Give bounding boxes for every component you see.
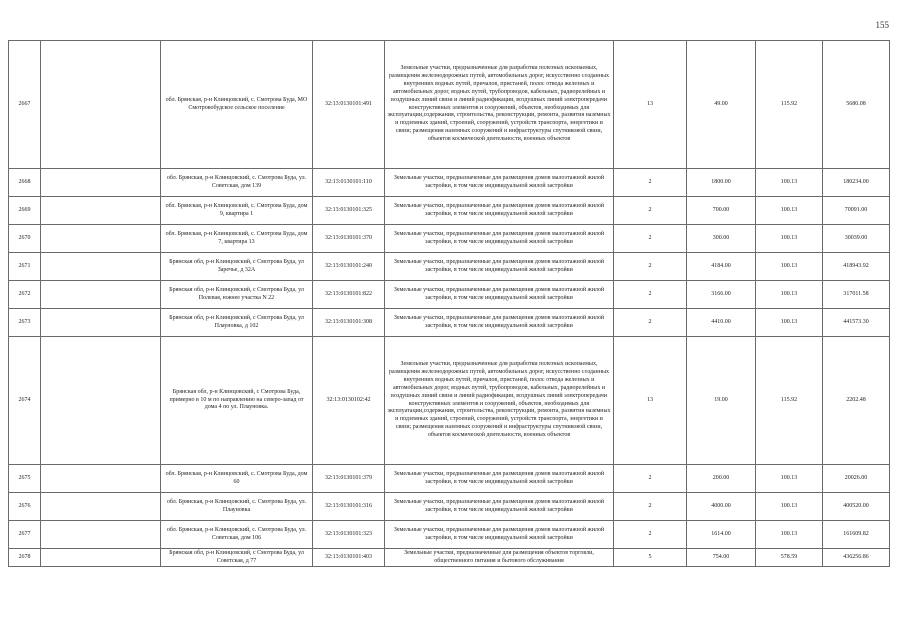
cadastral-cost-cell: 441573.30 — [823, 309, 890, 337]
area-cell: 3166.00 — [687, 281, 756, 309]
cadastral-number-cell: 32:13:0130101:323 — [313, 521, 385, 549]
blank-cell — [41, 493, 161, 521]
rate-cell: 100.13 — [756, 309, 823, 337]
use-group-cell: 2 — [614, 169, 687, 197]
rate-cell: 115.92 — [756, 337, 823, 465]
land-use-cell: Земельные участки, предназначенные для размещения домов малоэтажной жилой застройки, в том числе индивидуальной жилой застройки — [385, 465, 614, 493]
table-row — [9, 41, 890, 169]
row-number-cell: 2677 — [9, 521, 41, 549]
cadastral-cost-cell: 180234.00 — [823, 169, 890, 197]
blank-cell — [41, 309, 161, 337]
address-cell: Брянская обл, р-н Клинцовский, с Смотрова Буда, ул Советская, д 77 — [161, 549, 313, 567]
rate-cell: 100.13 — [756, 225, 823, 253]
table-row — [9, 281, 890, 309]
address-cell: обл. Брянская, р-н Клинцовский, с. Смотрова Буда, дом 9, квартира 1 — [161, 197, 313, 225]
cadastral-number-cell: 32:13:0130101:379 — [313, 465, 385, 493]
row-number-cell: 2672 — [9, 281, 41, 309]
address-cell: Брянская обл, р-н Клинцовский, с Смотрова Буда, ул Полевая, южнее участка N 22 — [161, 281, 313, 309]
blank-cell — [41, 169, 161, 197]
table-row — [9, 309, 890, 337]
cadastral-number-cell: 32:13:0130101:240 — [313, 253, 385, 281]
table-body — [9, 41, 890, 567]
area-cell: 200.00 — [687, 465, 756, 493]
row-number-cell: 2669 — [9, 197, 41, 225]
cadastral-cost-cell: 20026.00 — [823, 465, 890, 493]
cadastral-number-cell: 32:13:0130101:325 — [313, 197, 385, 225]
table-row — [9, 549, 890, 567]
cadastral-cost-cell: 400520.00 — [823, 493, 890, 521]
area-cell: 754.00 — [687, 549, 756, 567]
area-cell: 300.00 — [687, 225, 756, 253]
page-number: 155 — [875, 20, 889, 30]
row-number-cell: 2678 — [9, 549, 41, 567]
use-group-cell: 13 — [614, 41, 687, 169]
land-use-cell: Земельные участки, предназначенные для размещения домов малоэтажной жилой застройки, в том числе индивидуальной жилой застройки — [385, 225, 614, 253]
address-cell: обл. Брянская, р-н Клинцовский, с. Смотрова Буда, ул. Плаунов​ка — [161, 493, 313, 521]
row-number-cell: 2668 — [9, 169, 41, 197]
table-row — [9, 337, 890, 465]
use-group-cell: 13 — [614, 337, 687, 465]
cadastral-number-cell: 32:13:0130101:316 — [313, 493, 385, 521]
rate-cell: 100.13 — [756, 465, 823, 493]
area-cell: 1614.00 — [687, 521, 756, 549]
row-number-cell: 2674 — [9, 337, 41, 465]
table-row — [9, 253, 890, 281]
area-cell: 4410.00 — [687, 309, 756, 337]
cadastral-cost-cell: 418943.92 — [823, 253, 890, 281]
address-cell: обл. Брянская, р-н Клинцовский, с. Смотрова Буда, МО Смотровобудское сельское поселение — [161, 41, 313, 169]
rate-cell: 100.13 — [756, 521, 823, 549]
blank-cell — [41, 253, 161, 281]
address-cell: Брянская обл, р-н Клинцовский, с Смотрова Буда, примерно в 10 м по направлению на северо-запад от дома 4 по ул. Плаунов​ка. — [161, 337, 313, 465]
land-use-cell: Земельные участки, предназначенные для размещения домов малоэтажной жилой застройки, в том числе индивидуальной жилой застройки — [385, 493, 614, 521]
row-number-cell: 2673 — [9, 309, 41, 337]
cadastral-number-cell: 32:13:0130101:370 — [313, 225, 385, 253]
blank-cell — [41, 549, 161, 567]
area-cell: 4184.00 — [687, 253, 756, 281]
cadastral-number-cell: 32:13:0130101:308 — [313, 309, 385, 337]
land-registry-table — [8, 40, 890, 567]
row-number-cell: 2670 — [9, 225, 41, 253]
table-row — [9, 169, 890, 197]
use-group-cell: 2 — [614, 465, 687, 493]
row-number-cell: 2671 — [9, 253, 41, 281]
use-group-cell: 2 — [614, 281, 687, 309]
land-use-cell: Земельные участки, предназначенные для разработки полезных ископаемых, размещения железнодорожных путей, автомобильных дорог, искусственно созданных внутренних водных путей, причалов, пристаней, полос отвода железных и автомобильных дорог, водных путей, трубопроводов, кабельных, радиорелейных и воздушных линий связи и линий радиофикации, воздушных линий электропередачи конструктивных элементов и сооружений, объектов, необходимых для эксплуатации,содержания, строительства, реконструкции, ремонта, развития наземных и подземных зданий, строений, сооружений, устройств транспорта, энергетики и связи; размещения наземных сооружений и инфраструктуры спутниковой связи, объектов космической деятельности, военных объектов — [385, 41, 614, 169]
area-cell: 4000.00 — [687, 493, 756, 521]
use-group-cell: 2 — [614, 197, 687, 225]
blank-cell — [41, 197, 161, 225]
use-group-cell: 2 — [614, 309, 687, 337]
use-group-cell: 2 — [614, 521, 687, 549]
land-use-cell: Земельные участки, предназначенные для размещения домов малоэтажной жилой застройки, в том числе индивидуальной жилой застройки — [385, 281, 614, 309]
cadastral-number-cell: 32:13:0130101:822 — [313, 281, 385, 309]
rate-cell: 100.13 — [756, 169, 823, 197]
rate-cell: 115.92 — [756, 41, 823, 169]
table-row — [9, 197, 890, 225]
address-cell: Брянская обл, р-н Клинцовский, с Смотрова Буда, ул Плауновка, д 102 — [161, 309, 313, 337]
cadastral-number-cell: 32:13:0130101:110 — [313, 169, 385, 197]
cadastral-cost-cell: 30039.00 — [823, 225, 890, 253]
rate-cell: 100.13 — [756, 253, 823, 281]
cadastral-cost-cell: 436256.86 — [823, 549, 890, 567]
cadastral-cost-cell: 317011.58 — [823, 281, 890, 309]
area-cell: 700.00 — [687, 197, 756, 225]
address-cell: обл. Брянская, р-н Клинцовский, с. Смотрова Буда, ул. Советская, дом 139 — [161, 169, 313, 197]
table-row — [9, 225, 890, 253]
table-row — [9, 493, 890, 521]
land-use-cell: Земельные участки, предназначенные для размещения домов малоэтажной жилой застройки, в том числе индивидуальной жилой застройки — [385, 309, 614, 337]
use-group-cell: 2 — [614, 253, 687, 281]
use-group-cell: 2 — [614, 493, 687, 521]
address-cell: обл. Брянская, р-н Клинцовский, с. Смотрова Буда, ул. Советская, дом 106 — [161, 521, 313, 549]
land-use-cell: Земельные участки, предназначенные для разработки полезных ископаемых, размещения железнодорожных путей, автомобильных дорог, искусственно созданных внутренних водных путей, причалов, пристаней, полос отвода железных и автомобильных дорог, водных путей, трубопроводов, кабельных, радиорелейных и воздушных линий связи и линий радиофикации, воздушных линий электропередачи конструктивных элементов и сооружений, объектов, необходимых для эксплуатации,содержания, строительства, реконструкции, ремонта, развития наземных и подземных зданий, строений, сооружений, устройств транспорта, энергетики и связи; размещения наземных сооружений и инфраструктуры спутниковой связи, объектов космической деятельности, военных объектов — [385, 337, 614, 465]
row-number-cell: 2676 — [9, 493, 41, 521]
blank-cell — [41, 337, 161, 465]
cadastral-cost-cell: 161609.82 — [823, 521, 890, 549]
blank-cell — [41, 225, 161, 253]
blank-cell — [41, 465, 161, 493]
land-use-cell: Земельные участки, предназначенные для размещения домов малоэтажной жилой застройки, в том числе индивидуальной жилой застройки — [385, 197, 614, 225]
blank-cell — [41, 41, 161, 169]
address-cell: обл. Брянская, р-н Клинцовский, с. Смотрова Буда, дом 7, квартира 13 — [161, 225, 313, 253]
rate-cell: 100.13 — [756, 281, 823, 309]
table-row — [9, 521, 890, 549]
area-cell: 49.00 — [687, 41, 756, 169]
use-group-cell: 2 — [614, 225, 687, 253]
row-number-cell: 2667 — [9, 41, 41, 169]
cadastral-number-cell: 32:13:0130101:491 — [313, 41, 385, 169]
use-group-cell: 5 — [614, 549, 687, 567]
row-number-cell: 2675 — [9, 465, 41, 493]
blank-cell — [41, 281, 161, 309]
cadastral-cost-cell: 2202.48 — [823, 337, 890, 465]
land-use-cell: Земельные участки, предназначенные для размещения объектов торговли, общественного питания и бытового обслуживания — [385, 549, 614, 567]
address-cell: обл. Брянская, р-н Клинцовский, с. Смотрова Буда, дом 60 — [161, 465, 313, 493]
rate-cell: 578.59 — [756, 549, 823, 567]
rate-cell: 100.13 — [756, 493, 823, 521]
area-cell: 19.00 — [687, 337, 756, 465]
cadastral-number-cell: 32:13:0130101:403 — [313, 549, 385, 567]
rate-cell: 100.13 — [756, 197, 823, 225]
land-use-cell: Земельные участки, предназначенные для размещения домов малоэтажной жилой застройки, в том числе индивидуальной жилой застройки — [385, 521, 614, 549]
land-use-cell: Земельные участки, предназначенные для размещения домов малоэтажной жилой застройки, в том числе индивидуальной жилой застройки — [385, 253, 614, 281]
address-cell: Брянская обл, р-н Клинцовский, с Смотрова Буда, ул Заречье, д 32А — [161, 253, 313, 281]
cadastral-number-cell: 32:13:0130102:42 — [313, 337, 385, 465]
table-row — [9, 465, 890, 493]
blank-cell — [41, 521, 161, 549]
land-use-cell: Земельные участки, предназначенные для размещения домов малоэтажной жилой застройки, в том числе индивидуальной жилой застройки — [385, 169, 614, 197]
cadastral-cost-cell: 5680.08 — [823, 41, 890, 169]
cadastral-cost-cell: 70091.00 — [823, 197, 890, 225]
area-cell: 1800.00 — [687, 169, 756, 197]
